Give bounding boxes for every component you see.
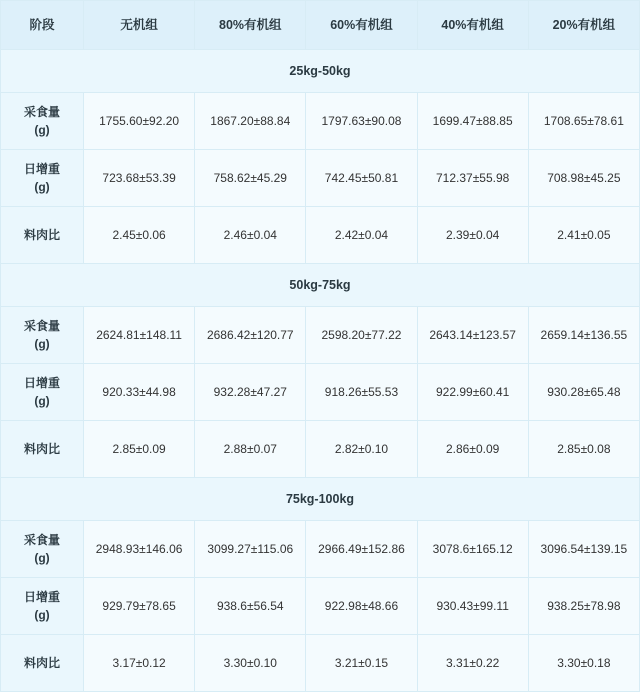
row-label — [1, 421, 84, 478]
row-label — [1, 207, 84, 264]
table-cell: 3.30±0.10 — [195, 635, 306, 692]
row-label-line-2: (g) — [34, 394, 50, 408]
table-header — [1, 1, 640, 50]
table-cell: 3096.54±139.15 — [528, 521, 639, 578]
table-cell: 2624.81±148.11 — [84, 307, 195, 364]
section-header-row — [1, 264, 640, 307]
table-row — [1, 635, 640, 692]
table-cell: 2598.20±77.22 — [306, 307, 417, 364]
table-cell: 3.21±0.15 — [306, 635, 417, 692]
table-cell: 2.42±0.04 — [306, 207, 417, 264]
table-row — [1, 578, 640, 635]
table-cell: 2659.14±136.55 — [528, 307, 639, 364]
column-header-group-3: 60%有机组 — [306, 1, 417, 50]
row-label-line-1: 采食量 — [23, 533, 60, 547]
column-header-stage: 阶段 — [1, 1, 84, 50]
table-cell: 2.86±0.09 — [417, 421, 528, 478]
table-cell: 1755.60±92.20 — [84, 93, 195, 150]
table-cell: 1867.20±88.84 — [195, 93, 306, 150]
table-cell: 723.68±53.39 — [84, 150, 195, 207]
table-cell: 3.31±0.22 — [417, 635, 528, 692]
row-label-line-2: (g) — [34, 551, 50, 565]
section-title: 50kg-75kg — [1, 264, 640, 307]
table-row — [1, 421, 640, 478]
column-header-group-5: 20%有机组 — [528, 1, 639, 50]
row-label-line-1: 料肉比 — [23, 442, 60, 456]
table-cell: 2.88±0.07 — [195, 421, 306, 478]
row-label-line-1: 日增重 — [23, 162, 60, 176]
table-cell: 922.99±60.41 — [417, 364, 528, 421]
section-title: 75kg-100kg — [1, 478, 640, 521]
table-cell: 2.41±0.05 — [528, 207, 639, 264]
column-header-group-2: 80%有机组 — [195, 1, 306, 50]
table-row — [1, 150, 640, 207]
table-cell: 2.82±0.10 — [306, 421, 417, 478]
table-row — [1, 207, 640, 264]
row-label-line-2: (g) — [34, 337, 50, 351]
row-label-line-2: (g) — [34, 608, 50, 622]
table-cell: 708.98±45.25 — [528, 150, 639, 207]
table-cell: 1708.65±78.61 — [528, 93, 639, 150]
row-label-line-2: (g) — [34, 180, 50, 194]
table-cell: 2.85±0.08 — [528, 421, 639, 478]
column-header-group-4: 40%有机组 — [417, 1, 528, 50]
row-label — [1, 307, 84, 364]
column-header-group-1: 无机组 — [84, 1, 195, 50]
table-cell: 922.98±48.66 — [306, 578, 417, 635]
table-cell: 2.46±0.04 — [195, 207, 306, 264]
table-cell: 3078.6±165.12 — [417, 521, 528, 578]
table-cell: 938.6±56.54 — [195, 578, 306, 635]
table-cell: 712.37±55.98 — [417, 150, 528, 207]
table-cell: 1699.47±88.85 — [417, 93, 528, 150]
table-cell: 2.45±0.06 — [84, 207, 195, 264]
table-header-row — [1, 1, 640, 50]
table-cell: 929.79±78.65 — [84, 578, 195, 635]
row-label — [1, 578, 84, 635]
row-label-line-1: 日增重 — [23, 590, 60, 604]
table-cell: 2.85±0.09 — [84, 421, 195, 478]
section-header-row — [1, 478, 640, 521]
row-label-line-1: 采食量 — [23, 319, 60, 333]
row-label — [1, 93, 84, 150]
table-cell: 2966.49±152.86 — [306, 521, 417, 578]
row-label-line-1: 采食量 — [23, 105, 60, 119]
row-label-line-1: 日增重 — [23, 376, 60, 390]
section-header-row — [1, 50, 640, 93]
table-row — [1, 93, 640, 150]
table-cell: 2.39±0.04 — [417, 207, 528, 264]
table-cell: 3.17±0.12 — [84, 635, 195, 692]
table-cell: 2686.42±120.77 — [195, 307, 306, 364]
table-body — [1, 50, 640, 692]
section-title: 25kg-50kg — [1, 50, 640, 93]
table-row — [1, 364, 640, 421]
table-row — [1, 521, 640, 578]
row-label — [1, 635, 84, 692]
row-label-line-1: 料肉比 — [23, 656, 60, 670]
row-label — [1, 150, 84, 207]
table-cell: 2948.93±146.06 — [84, 521, 195, 578]
table-cell: 3099.27±115.06 — [195, 521, 306, 578]
table-cell: 742.45±50.81 — [306, 150, 417, 207]
row-label-line-2: (g) — [34, 123, 50, 137]
table-cell: 1797.63±90.08 — [306, 93, 417, 150]
table-cell: 3.30±0.18 — [528, 635, 639, 692]
row-label-line-1: 料肉比 — [23, 228, 60, 242]
table-row — [1, 307, 640, 364]
table-cell: 758.62±45.29 — [195, 150, 306, 207]
table-cell: 2643.14±123.57 — [417, 307, 528, 364]
table-cell: 930.28±65.48 — [528, 364, 639, 421]
table-cell: 930.43±99.11 — [417, 578, 528, 635]
row-label — [1, 364, 84, 421]
table-cell: 932.28±47.27 — [195, 364, 306, 421]
table-cell: 938.25±78.98 — [528, 578, 639, 635]
row-label — [1, 521, 84, 578]
table-cell: 920.33±44.98 — [84, 364, 195, 421]
table-cell: 918.26±55.53 — [306, 364, 417, 421]
